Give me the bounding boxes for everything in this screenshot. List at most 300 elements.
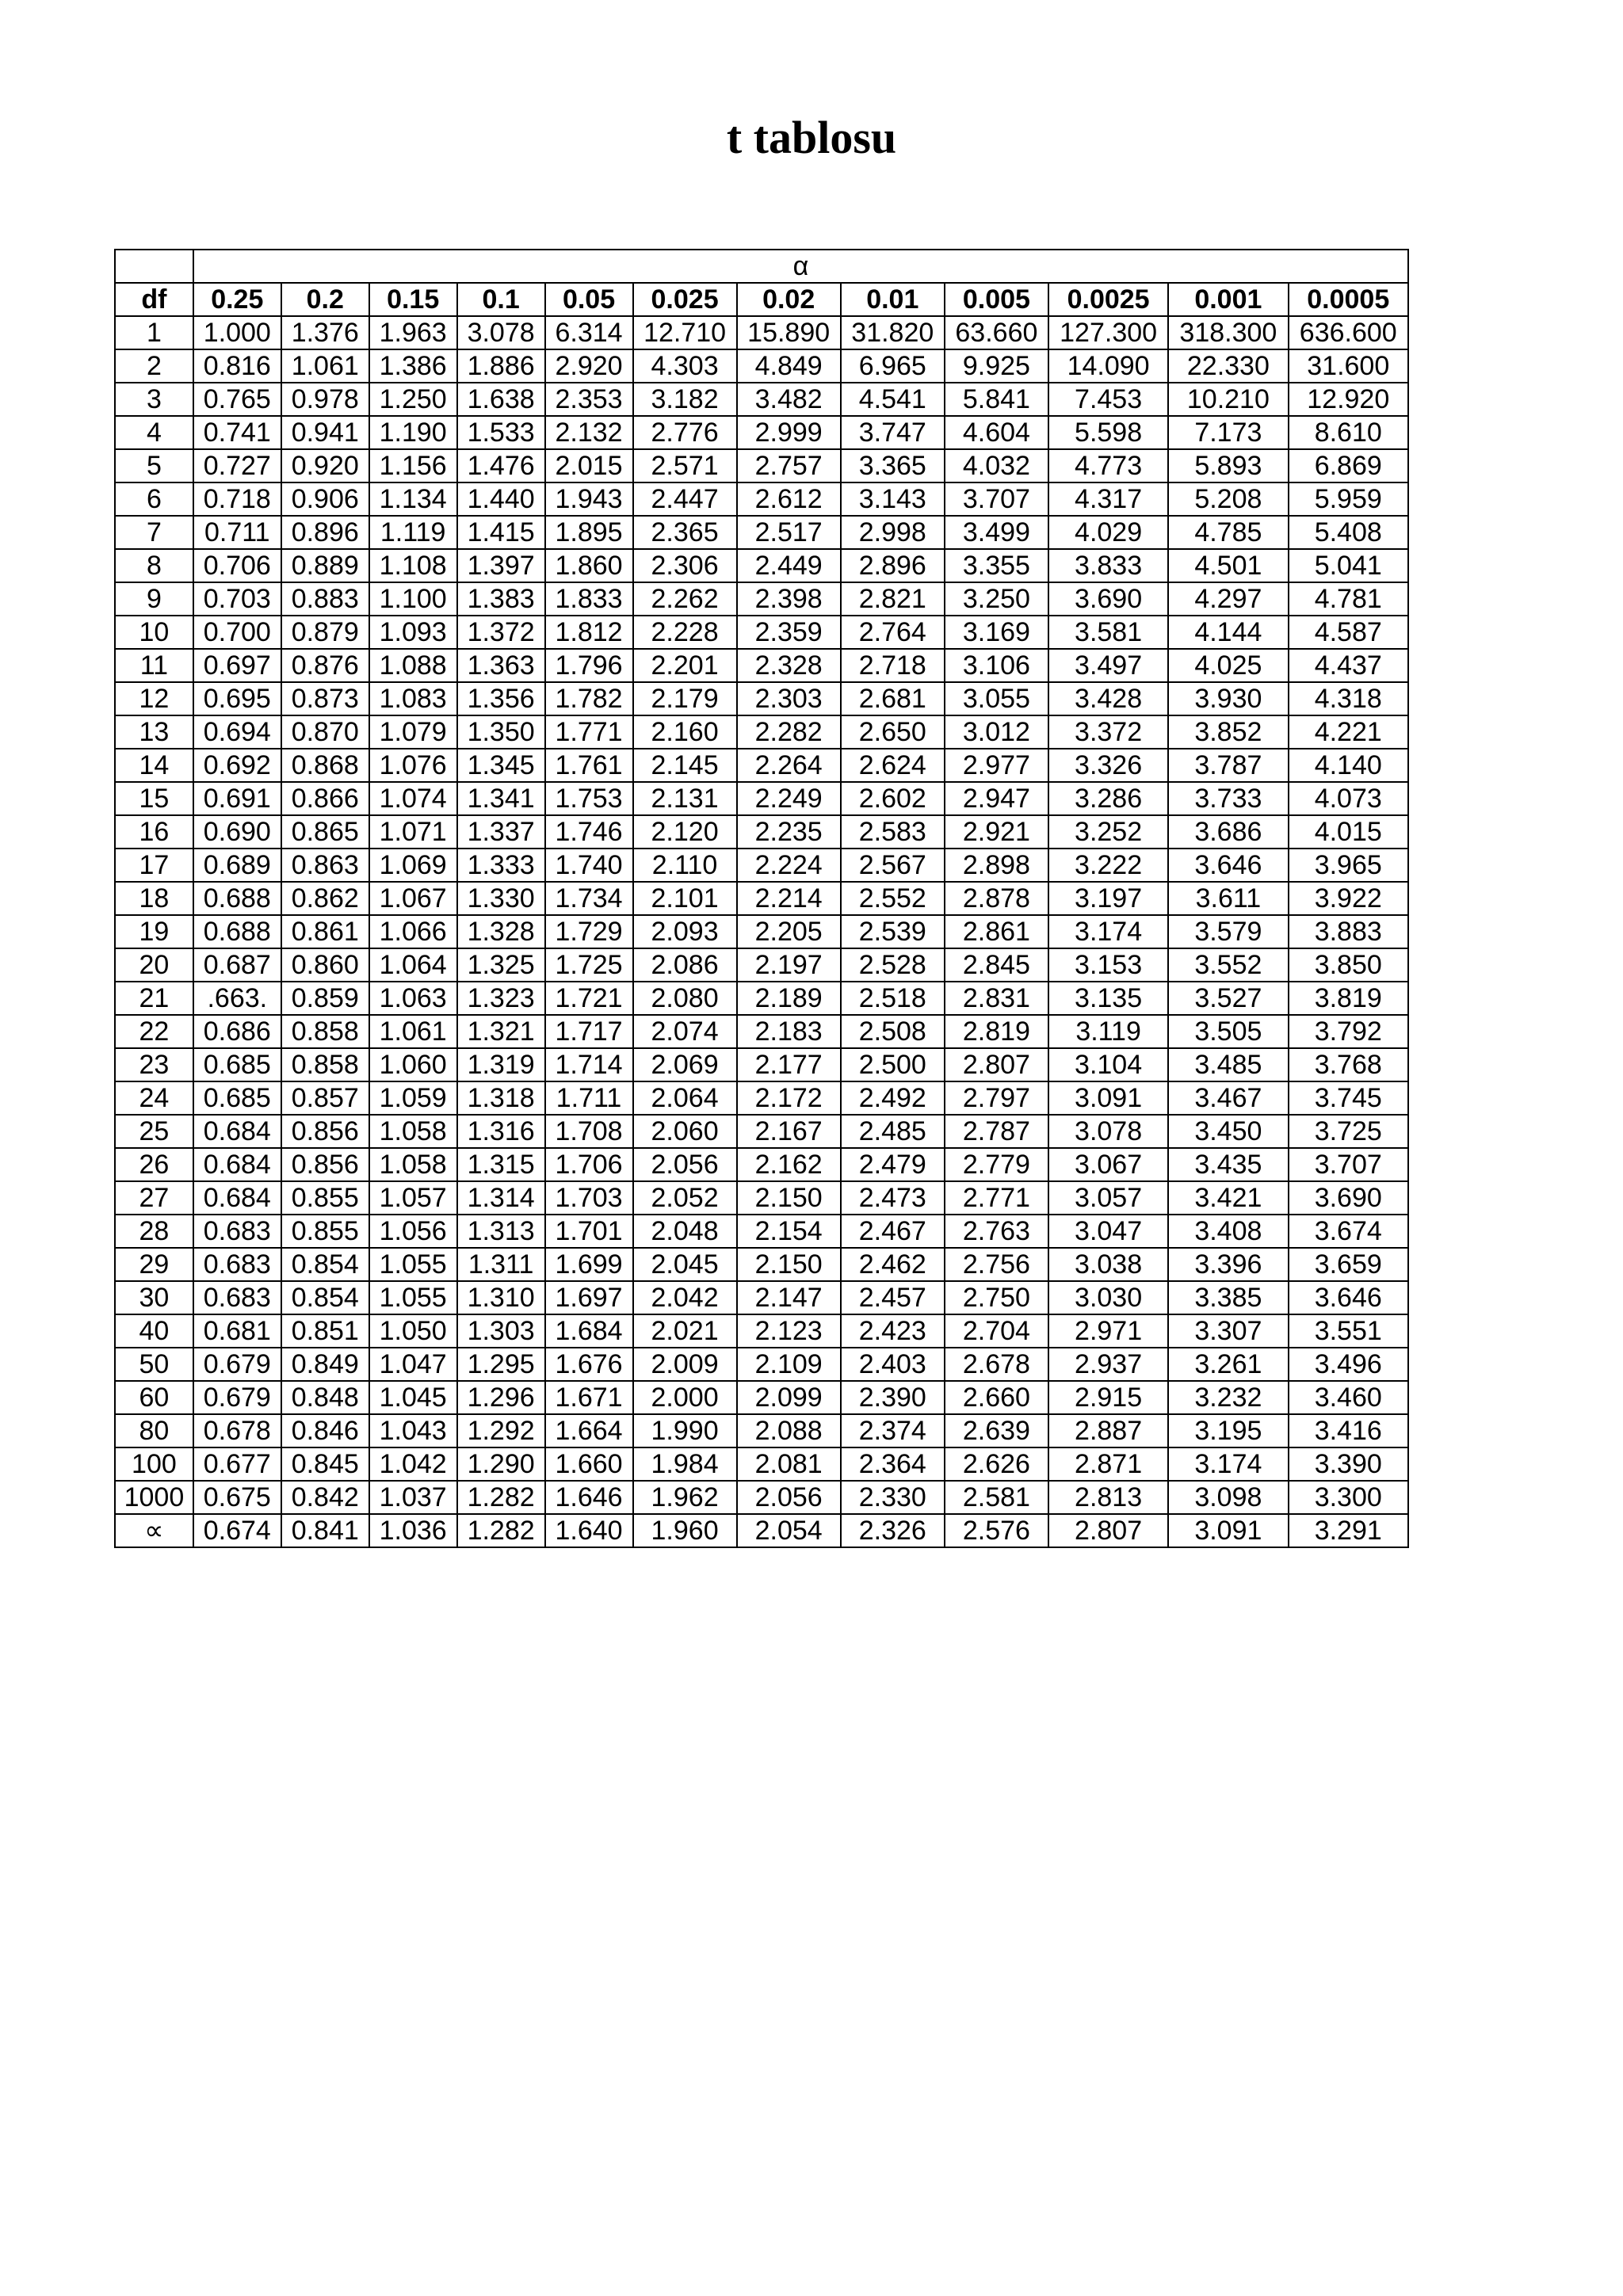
- value-cell: 1.058: [369, 1148, 457, 1181]
- value-cell: 3.195: [1168, 1414, 1288, 1447]
- df-cell: 80: [115, 1414, 193, 1447]
- value-cell: 3.091: [1168, 1514, 1288, 1547]
- value-cell: 2.109: [737, 1348, 841, 1381]
- alpha-header-cell: 0.15: [369, 283, 457, 316]
- table-row: [115, 582, 1408, 616]
- value-cell: 2.015: [545, 449, 633, 482]
- value-cell: 2.423: [841, 1314, 945, 1348]
- value-cell: 2.328: [737, 649, 841, 682]
- value-cell: 2.131: [633, 782, 737, 815]
- table-row: [115, 416, 1408, 449]
- value-cell: 2.374: [841, 1414, 945, 1447]
- value-cell: 127.300: [1048, 316, 1168, 349]
- value-cell: 6.314: [545, 316, 633, 349]
- value-cell: 2.921: [945, 815, 1048, 849]
- value-cell: 3.930: [1168, 682, 1288, 715]
- value-cell: 2.080: [633, 982, 737, 1015]
- value-cell: 2.878: [945, 882, 1048, 915]
- value-cell: 0.865: [281, 815, 369, 849]
- value-cell: 3.551: [1289, 1314, 1408, 1348]
- value-cell: 0.684: [193, 1115, 281, 1148]
- value-cell: 1.761: [545, 749, 633, 782]
- value-cell: 1.119: [369, 516, 457, 549]
- value-cell: 63.660: [945, 316, 1048, 349]
- value-cell: 2.150: [737, 1181, 841, 1215]
- value-cell: 1.325: [457, 948, 545, 982]
- value-cell: 4.604: [945, 416, 1048, 449]
- value-cell: 7.453: [1048, 383, 1168, 416]
- value-cell: 1.036: [369, 1514, 457, 1547]
- alpha-header-cell: 0.01: [841, 283, 945, 316]
- value-cell: 2.214: [737, 882, 841, 915]
- value-cell: 0.855: [281, 1215, 369, 1248]
- value-cell: 4.025: [1168, 649, 1288, 682]
- df-cell: 5: [115, 449, 193, 482]
- table-row: [115, 1148, 1408, 1181]
- value-cell: 2.915: [1048, 1381, 1168, 1414]
- value-cell: 2.093: [633, 915, 737, 948]
- value-cell: 0.718: [193, 482, 281, 516]
- value-cell: 0.679: [193, 1381, 281, 1414]
- df-cell: 8: [115, 549, 193, 582]
- value-cell: 3.261: [1168, 1348, 1288, 1381]
- value-cell: 2.612: [737, 482, 841, 516]
- table-row: [115, 1115, 1408, 1148]
- value-cell: 1.042: [369, 1447, 457, 1481]
- value-cell: 3.055: [945, 682, 1048, 715]
- value-cell: 3.012: [945, 715, 1048, 749]
- value-cell: 3.106: [945, 649, 1048, 682]
- value-cell: 0.896: [281, 516, 369, 549]
- value-cell: 3.047: [1048, 1215, 1168, 1248]
- value-cell: 2.189: [737, 982, 841, 1015]
- value-cell: 2.262: [633, 582, 737, 616]
- df-cell: 18: [115, 882, 193, 915]
- value-cell: 2.756: [945, 1248, 1048, 1281]
- value-cell: 2.517: [737, 516, 841, 549]
- value-cell: 0.854: [281, 1281, 369, 1314]
- table-row: [115, 1348, 1408, 1381]
- value-cell: 1.315: [457, 1148, 545, 1181]
- value-cell: 0.697: [193, 649, 281, 682]
- value-cell: 1.067: [369, 882, 457, 915]
- value-cell: 7.173: [1168, 416, 1288, 449]
- value-cell: 2.449: [737, 549, 841, 582]
- value-cell: 3.707: [945, 482, 1048, 516]
- df-cell: ∝: [115, 1514, 193, 1547]
- value-cell: 3.135: [1048, 982, 1168, 1015]
- df-cell: 21: [115, 982, 193, 1015]
- value-cell: 0.854: [281, 1248, 369, 1281]
- value-cell: 2.088: [737, 1414, 841, 1447]
- df-cell: 12: [115, 682, 193, 715]
- value-cell: 1.963: [369, 316, 457, 349]
- value-cell: 3.646: [1289, 1281, 1408, 1314]
- value-cell: 1.290: [457, 1447, 545, 1481]
- value-cell: 1.057: [369, 1181, 457, 1215]
- value-cell: 2.110: [633, 849, 737, 882]
- alpha-symbol: α: [193, 250, 1408, 283]
- value-cell: 0.675: [193, 1481, 281, 1514]
- value-cell: 2.086: [633, 948, 737, 982]
- table-row: [115, 449, 1408, 482]
- value-cell: 3.182: [633, 383, 737, 416]
- value-cell: 0.674: [193, 1514, 281, 1547]
- value-cell: 1.376: [281, 316, 369, 349]
- value-cell: 3.497: [1048, 649, 1168, 682]
- value-cell: 1.943: [545, 482, 633, 516]
- value-cell: 4.541: [841, 383, 945, 416]
- value-cell: 2.099: [737, 1381, 841, 1414]
- df-cell: 2: [115, 349, 193, 383]
- table-row: [115, 349, 1408, 383]
- value-cell: 2.249: [737, 782, 841, 815]
- value-cell: 1.638: [457, 383, 545, 416]
- value-cell: 5.408: [1289, 516, 1408, 549]
- value-cell: 3.104: [1048, 1048, 1168, 1081]
- value-cell: 0.741: [193, 416, 281, 449]
- value-cell: 22.330: [1168, 349, 1288, 383]
- value-cell: 3.091: [1048, 1081, 1168, 1115]
- value-cell: 0.860: [281, 948, 369, 982]
- value-cell: 2.398: [737, 582, 841, 616]
- value-cell: 1.746: [545, 815, 633, 849]
- table-row: [115, 1514, 1408, 1547]
- value-cell: 1.350: [457, 715, 545, 749]
- table-row: [115, 649, 1408, 682]
- df-cell: 28: [115, 1215, 193, 1248]
- value-cell: 8.610: [1289, 416, 1408, 449]
- value-cell: 2.787: [945, 1115, 1048, 1148]
- table-row: [115, 516, 1408, 549]
- value-cell: 3.119: [1048, 1015, 1168, 1048]
- table-row: [115, 383, 1408, 416]
- value-cell: 2.845: [945, 948, 1048, 982]
- value-cell: 0.765: [193, 383, 281, 416]
- value-cell: 6.965: [841, 349, 945, 383]
- df-cell: 1000: [115, 1481, 193, 1514]
- value-cell: 3.852: [1168, 715, 1288, 749]
- value-cell: 0.692: [193, 749, 281, 782]
- value-cell: 2.264: [737, 749, 841, 782]
- value-cell: 3.174: [1048, 915, 1168, 948]
- value-cell: 0.688: [193, 882, 281, 915]
- value-cell: 2.750: [945, 1281, 1048, 1314]
- value-cell: 1.345: [457, 749, 545, 782]
- value-cell: 1.714: [545, 1048, 633, 1081]
- value-cell: 1.664: [545, 1414, 633, 1447]
- value-cell: 2.937: [1048, 1348, 1168, 1381]
- value-cell: 1.440: [457, 482, 545, 516]
- alpha-header-row: [115, 250, 1408, 283]
- value-cell: 2.000: [633, 1381, 737, 1414]
- value-cell: 1.886: [457, 349, 545, 383]
- df-cell: 60: [115, 1381, 193, 1414]
- value-cell: 1.337: [457, 815, 545, 849]
- value-cell: 0.883: [281, 582, 369, 616]
- value-cell: 1.066: [369, 915, 457, 948]
- table-row: [115, 1281, 1408, 1314]
- table-row: [115, 316, 1408, 349]
- value-cell: 1.060: [369, 1048, 457, 1081]
- value-cell: 1.076: [369, 749, 457, 782]
- value-cell: 2.177: [737, 1048, 841, 1081]
- value-cell: 9.925: [945, 349, 1048, 383]
- value-cell: 3.659: [1289, 1248, 1408, 1281]
- value-cell: 1.383: [457, 582, 545, 616]
- value-cell: 3.222: [1048, 849, 1168, 882]
- value-cell: 1.061: [369, 1015, 457, 1048]
- value-cell: 0.857: [281, 1081, 369, 1115]
- value-cell: 3.482: [737, 383, 841, 416]
- value-cell: 3.307: [1168, 1314, 1288, 1348]
- value-cell: 3.646: [1168, 849, 1288, 882]
- value-cell: 2.172: [737, 1081, 841, 1115]
- value-cell: 31.600: [1289, 349, 1408, 383]
- value-cell: 1.055: [369, 1281, 457, 1314]
- value-cell: 1.043: [369, 1414, 457, 1447]
- df-cell: 7: [115, 516, 193, 549]
- value-cell: 0.848: [281, 1381, 369, 1414]
- value-cell: 1.333: [457, 849, 545, 882]
- value-cell: 1.292: [457, 1414, 545, 1447]
- df-cell: 6: [115, 482, 193, 516]
- value-cell: 2.303: [737, 682, 841, 715]
- value-cell: 3.725: [1289, 1115, 1408, 1148]
- value-cell: 0.706: [193, 549, 281, 582]
- value-cell: 0.858: [281, 1048, 369, 1081]
- value-cell: 0.679: [193, 1348, 281, 1381]
- df-cell: 15: [115, 782, 193, 815]
- value-cell: 1.341: [457, 782, 545, 815]
- value-cell: 4.144: [1168, 616, 1288, 649]
- value-cell: 3.252: [1048, 815, 1168, 849]
- value-cell: 2.054: [737, 1514, 841, 1547]
- df-cell: 27: [115, 1181, 193, 1215]
- value-cell: 1.782: [545, 682, 633, 715]
- value-cell: 0.978: [281, 383, 369, 416]
- value-cell: 2.045: [633, 1248, 737, 1281]
- value-cell: 2.763: [945, 1215, 1048, 1248]
- value-cell: 2.457: [841, 1281, 945, 1314]
- value-cell: 3.153: [1048, 948, 1168, 982]
- table-row: [115, 815, 1408, 849]
- value-cell: 0.683: [193, 1281, 281, 1314]
- value-cell: 1.372: [457, 616, 545, 649]
- value-cell: 3.733: [1168, 782, 1288, 815]
- value-cell: 1.397: [457, 549, 545, 582]
- table-row: [115, 882, 1408, 915]
- value-cell: 3.674: [1289, 1215, 1408, 1248]
- value-cell: 2.052: [633, 1181, 737, 1215]
- value-cell: 1.771: [545, 715, 633, 749]
- value-cell: 3.169: [945, 616, 1048, 649]
- value-cell: 0.685: [193, 1048, 281, 1081]
- value-cell: 2.807: [945, 1048, 1048, 1081]
- value-cell: 3.527: [1168, 982, 1288, 1015]
- value-cell: 2.518: [841, 982, 945, 1015]
- value-cell: 2.224: [737, 849, 841, 882]
- value-cell: 0.851: [281, 1314, 369, 1348]
- value-cell: 0.685: [193, 1081, 281, 1115]
- table-row: [115, 1248, 1408, 1281]
- value-cell: 3.922: [1289, 882, 1408, 915]
- value-cell: 1.037: [369, 1481, 457, 1514]
- value-cell: 2.797: [945, 1081, 1048, 1115]
- value-cell: 3.078: [1048, 1115, 1168, 1148]
- table-row: [115, 782, 1408, 815]
- value-cell: 3.390: [1289, 1447, 1408, 1481]
- value-cell: 1.069: [369, 849, 457, 882]
- value-cell: 3.197: [1048, 882, 1168, 915]
- value-cell: 3.747: [841, 416, 945, 449]
- value-cell: 0.842: [281, 1481, 369, 1514]
- value-cell: 0.681: [193, 1314, 281, 1348]
- value-cell: 3.450: [1168, 1115, 1288, 1148]
- alpha-header-cell: 0.2: [281, 283, 369, 316]
- value-cell: 1.059: [369, 1081, 457, 1115]
- value-cell: 4.140: [1289, 749, 1408, 782]
- value-cell: 1.064: [369, 948, 457, 982]
- value-cell: 31.820: [841, 316, 945, 349]
- value-cell: 2.282: [737, 715, 841, 749]
- value-cell: 3.485: [1168, 1048, 1288, 1081]
- value-cell: 2.364: [841, 1447, 945, 1481]
- value-cell: 4.785: [1168, 516, 1288, 549]
- value-cell: 4.015: [1289, 815, 1408, 849]
- value-cell: 1.250: [369, 383, 457, 416]
- value-cell: 4.773: [1048, 449, 1168, 482]
- value-cell: 2.228: [633, 616, 737, 649]
- value-cell: 2.602: [841, 782, 945, 815]
- value-cell: 2.160: [633, 715, 737, 749]
- value-cell: 2.179: [633, 682, 737, 715]
- value-cell: 2.462: [841, 1248, 945, 1281]
- value-cell: 1.796: [545, 649, 633, 682]
- value-cell: 1.734: [545, 882, 633, 915]
- value-cell: 0.727: [193, 449, 281, 482]
- value-cell: 5.841: [945, 383, 1048, 416]
- value-cell: 0.849: [281, 1348, 369, 1381]
- value-cell: 0.690: [193, 815, 281, 849]
- value-cell: 0.941: [281, 416, 369, 449]
- value-cell: 3.435: [1168, 1148, 1288, 1181]
- value-cell: 3.385: [1168, 1281, 1288, 1314]
- df-header: df: [115, 283, 193, 316]
- value-cell: 1.058: [369, 1115, 457, 1148]
- value-cell: 1.962: [633, 1481, 737, 1514]
- value-cell: 3.707: [1289, 1148, 1408, 1181]
- value-cell: 1.045: [369, 1381, 457, 1414]
- value-cell: 3.038: [1048, 1248, 1168, 1281]
- df-cell: 17: [115, 849, 193, 882]
- value-cell: 4.587: [1289, 616, 1408, 649]
- value-cell: 2.492: [841, 1081, 945, 1115]
- value-cell: 3.499: [945, 516, 1048, 549]
- value-cell: 2.861: [945, 915, 1048, 948]
- value-cell: 1.295: [457, 1348, 545, 1381]
- df-cell: 29: [115, 1248, 193, 1281]
- value-cell: 1.386: [369, 349, 457, 383]
- value-cell: 2.500: [841, 1048, 945, 1081]
- value-cell: 3.174: [1168, 1447, 1288, 1481]
- value-cell: 2.764: [841, 616, 945, 649]
- value-cell: 2.576: [945, 1514, 1048, 1547]
- value-cell: 2.508: [841, 1015, 945, 1048]
- value-cell: 5.959: [1289, 482, 1408, 516]
- value-cell: 2.074: [633, 1015, 737, 1048]
- value-cell: 2.681: [841, 682, 945, 715]
- value-cell: 2.101: [633, 882, 737, 915]
- value-cell: 0.876: [281, 649, 369, 682]
- value-cell: 2.776: [633, 416, 737, 449]
- table-row: [115, 849, 1408, 882]
- value-cell: 2.831: [945, 982, 1048, 1015]
- value-cell: 1.321: [457, 1015, 545, 1048]
- value-cell: 318.300: [1168, 316, 1288, 349]
- df-cell: 100: [115, 1447, 193, 1481]
- value-cell: 3.098: [1168, 1481, 1288, 1514]
- value-cell: 10.210: [1168, 383, 1288, 416]
- value-cell: 2.326: [841, 1514, 945, 1547]
- value-cell: 2.485: [841, 1115, 945, 1148]
- value-cell: 3.819: [1289, 982, 1408, 1015]
- table-row: [115, 1447, 1408, 1481]
- value-cell: 0.879: [281, 616, 369, 649]
- value-cell: 1.533: [457, 416, 545, 449]
- value-cell: 2.947: [945, 782, 1048, 815]
- value-cell: 2.581: [945, 1481, 1048, 1514]
- value-cell: 3.396: [1168, 1248, 1288, 1281]
- value-cell: 1.415: [457, 516, 545, 549]
- value-cell: 1.108: [369, 549, 457, 582]
- value-cell: 3.579: [1168, 915, 1288, 948]
- value-cell: 0.889: [281, 549, 369, 582]
- value-cell: 2.056: [633, 1148, 737, 1181]
- value-cell: 0.683: [193, 1248, 281, 1281]
- alpha-values-row: [115, 283, 1408, 316]
- df-cell: 20: [115, 948, 193, 982]
- value-cell: 2.977: [945, 749, 1048, 782]
- value-cell: 4.437: [1289, 649, 1408, 682]
- df-cell: 19: [115, 915, 193, 948]
- value-cell: 2.201: [633, 649, 737, 682]
- value-cell: 2.123: [737, 1314, 841, 1348]
- df-cell: 10: [115, 616, 193, 649]
- table-row: [115, 1181, 1408, 1215]
- value-cell: 4.781: [1289, 582, 1408, 616]
- value-cell: 1.356: [457, 682, 545, 715]
- alpha-header-cell: 0.025: [633, 283, 737, 316]
- table-row: [115, 749, 1408, 782]
- corner-cell: [115, 250, 193, 283]
- value-cell: 3.416: [1289, 1414, 1408, 1447]
- table-row: [115, 1414, 1408, 1447]
- table-row: [115, 616, 1408, 649]
- value-cell: 0.687: [193, 948, 281, 982]
- value-cell: 2.205: [737, 915, 841, 948]
- table-row: [115, 915, 1408, 948]
- value-cell: 2.162: [737, 1148, 841, 1181]
- value-cell: 2.821: [841, 582, 945, 616]
- value-cell: 1.701: [545, 1215, 633, 1248]
- df-cell: 4: [115, 416, 193, 449]
- value-cell: 3.326: [1048, 749, 1168, 782]
- value-cell: 1.717: [545, 1015, 633, 1048]
- value-cell: 2.528: [841, 948, 945, 982]
- value-cell: 1.282: [457, 1481, 545, 1514]
- value-cell: 2.048: [633, 1215, 737, 1248]
